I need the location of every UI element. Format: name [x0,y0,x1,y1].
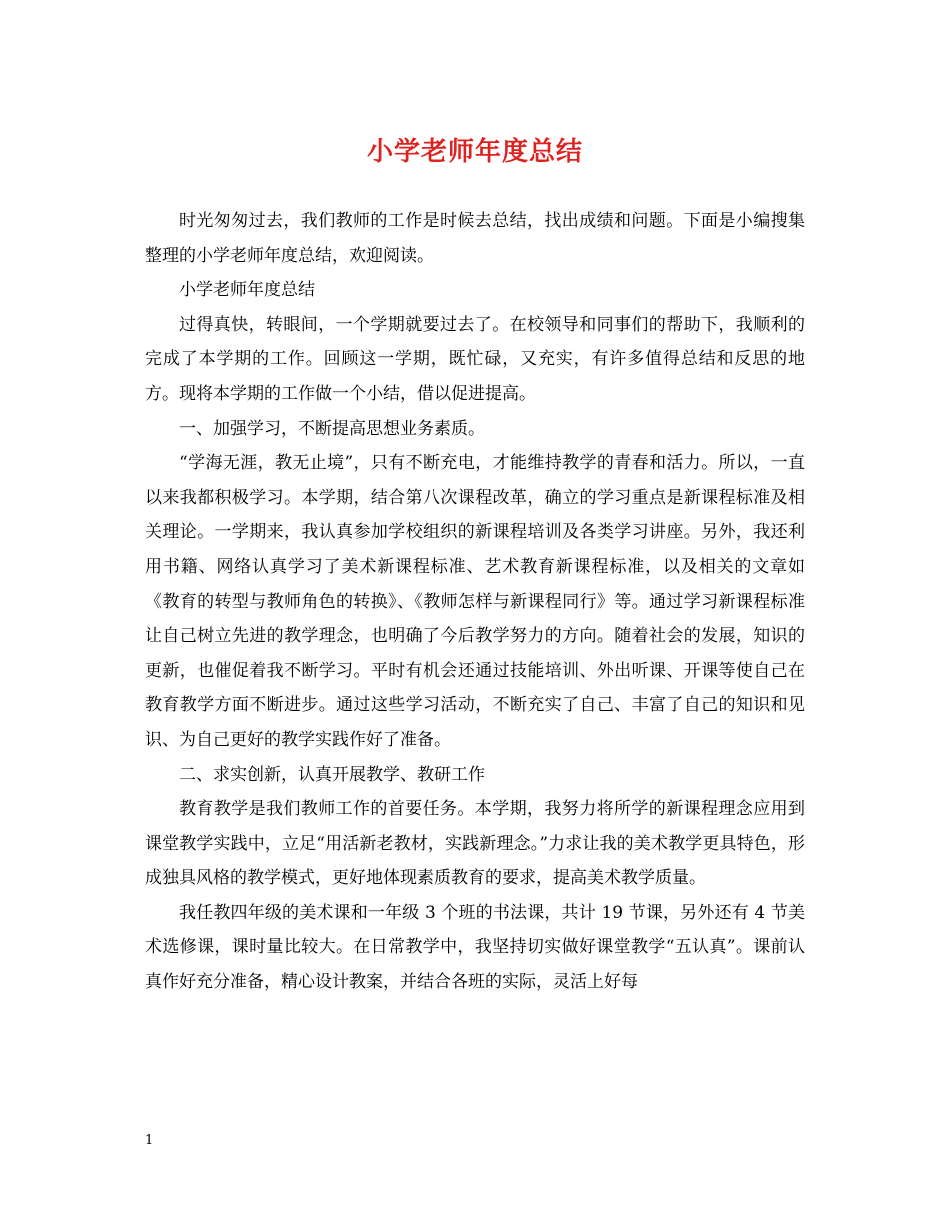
section-heading-2: 二、求实创新，认真开展教学、教研工作 [179,764,485,785]
opening-paragraph: 过得真快，转眼间，一个学期就要过去了。在校领导和同事们的帮助下，我顺利的完成了本学期的工作。回顾这一学期，既忙碌，又充实，有许多值得总结和反思的地方。现将本学期的工作做一个小结，借以促进提高。 [145,314,805,404]
subtitle-paragraph: 小学老师年度总结 [179,280,315,301]
teaching-load-paragraph: 我任教四年级的美术课和一年级 3 个班的书法课，共计 19 节课，另外还有 4 节美术选修课，课时量比较大。在日常教学中，我坚持切实做好课堂教学“五认真”。课前认真作好充分准备，精心设计教案，并结合各班的实际，灵活上好每 [145,902,805,993]
section-1-paragraph: “学海无涯，教无止境”，只有不断充电，才能维持教学的青春和活力。所以，一直以来我都积极学习。本学期，结合第八次课程改革，确立的学习重点是新课程标准及相关理论。一学期来，我认真参加学校组织的新课程培训及各类学习讲座。另外，我还利用书籍、网络认真学习了美术新课程标准、艺术教育新课程标准，以及相关的文章如《教育的转型与教师角色的转换》、《教师怎样与新课程同行》等。通过学习新课程标准让自己树立先进的教学理念，也明确了今后教学努力的方向。随着社会的发展，知识的更新，也催促着我不断学习。平时有机会还通过技能培训、外出听课、开课等使自己在教育教学方面不断进步。通过这些学习活动，不断充实了自己、丰富了自己的知识和见识、为自己更好的教学实践作好了准备。 [145,453,805,750]
document-title: 小学老师年度总结 [366,137,583,167]
section-heading-1: 一、加强学习，不断提高思想业务素质。 [179,418,485,439]
page-number: 1 [145,1133,154,1148]
intro-paragraph: 时光匆匆过去，我们教师的工作是时候去总结，找出成绩和问题。下面是小编搜集整理的小学老师年度总结，欢迎阅读。 [145,211,805,266]
section-2-paragraph: 教育教学是我们教师工作的首要任务。本学期，我努力将所学的新课程理念应用到课堂教学实践中，立足“用活新老教材，实践新理念。”力求让我的美术教学更具特色，形成独具风格的教学模式，更好地体现素质教育的要求，提高美术教学质量。 [145,799,805,889]
document-body [145,204,805,1000]
